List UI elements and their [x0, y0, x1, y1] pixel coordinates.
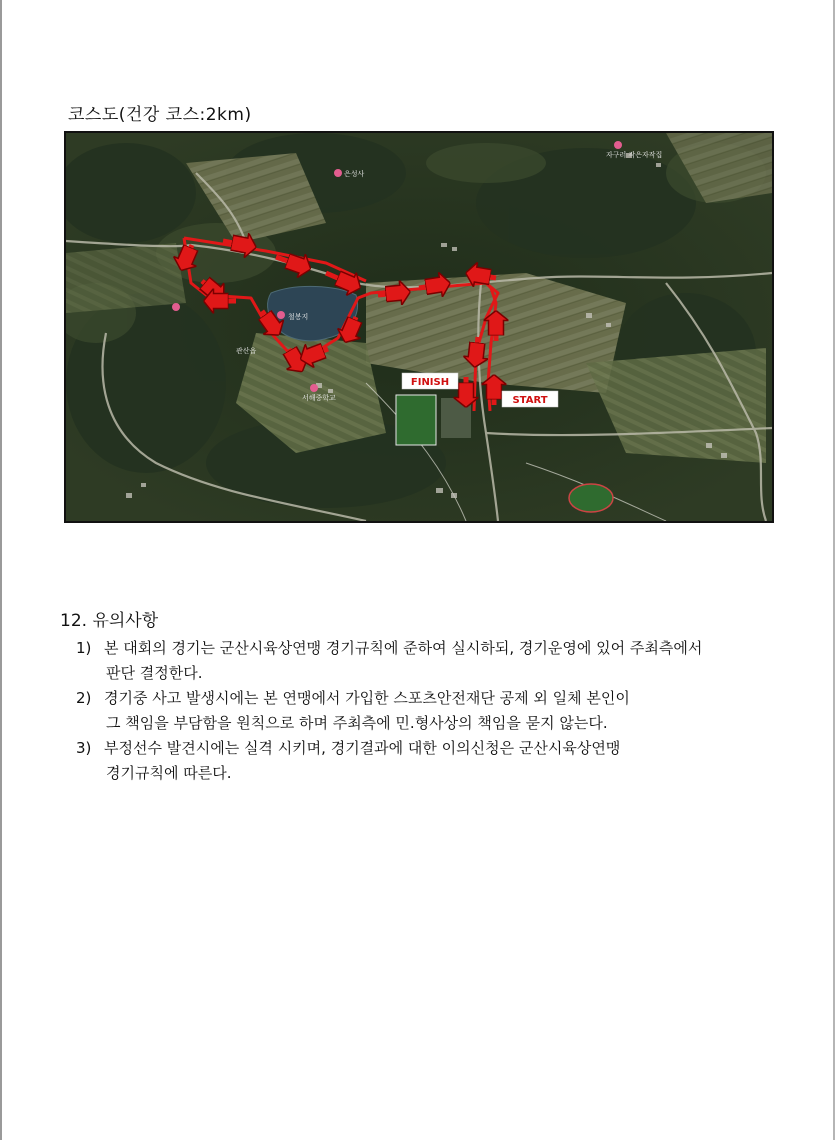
start-label: [502, 391, 558, 407]
svg-text:FINISH: FINISH: [410, 377, 450, 388]
note-line: 본 대회의 경기는 군산시육상연맹 경기규칙에 준하여 실시하되, 경기운영에 있어 주최측에서: [104, 639, 703, 657]
notes-list: [76, 636, 776, 786]
course-map: [64, 131, 774, 523]
note-line: 그 책임을 부담함을 원칙으로 하며 주최측에 민.형사상의 책임을 묻지 않는다.: [106, 714, 608, 732]
note-number: 3): [76, 739, 92, 757]
map-place-label-3: 철봉지: [288, 313, 309, 321]
page-left-edge: [0, 0, 2, 1140]
list-item: [76, 636, 776, 686]
note-line: 경기중 사고 발생시에는 본 연맹에서 가입한 스포츠안전재단 공제 외 일체 본인이: [104, 689, 630, 707]
list-item: [76, 736, 776, 786]
list-item: [76, 686, 776, 736]
note-line: 판단 결정한다.: [106, 664, 203, 682]
svg-text:START: START: [512, 395, 548, 406]
map-place-label-1: 자구러 작은자작집: [606, 151, 663, 159]
course-map-title: 코스도(건강 코스:2km): [68, 105, 252, 125]
note-line: 경기규칙에 따른다.: [106, 764, 232, 782]
note-number: 2): [76, 689, 92, 707]
map-place-label-2: 은성사: [344, 170, 365, 178]
map-place-label-5: 서해중학교: [302, 394, 336, 402]
note-number: 1): [76, 639, 92, 657]
notes-section-title: 12. 유의사항: [60, 611, 159, 631]
finish-label: [402, 373, 458, 389]
note-line: 부정선수 발견시에는 실격 시키며, 경기결과에 대한 이의신청은 군산시육상연맹: [104, 739, 621, 757]
satellite-map-image: [66, 133, 772, 521]
map-place-label-4: 관산읍: [236, 347, 257, 355]
